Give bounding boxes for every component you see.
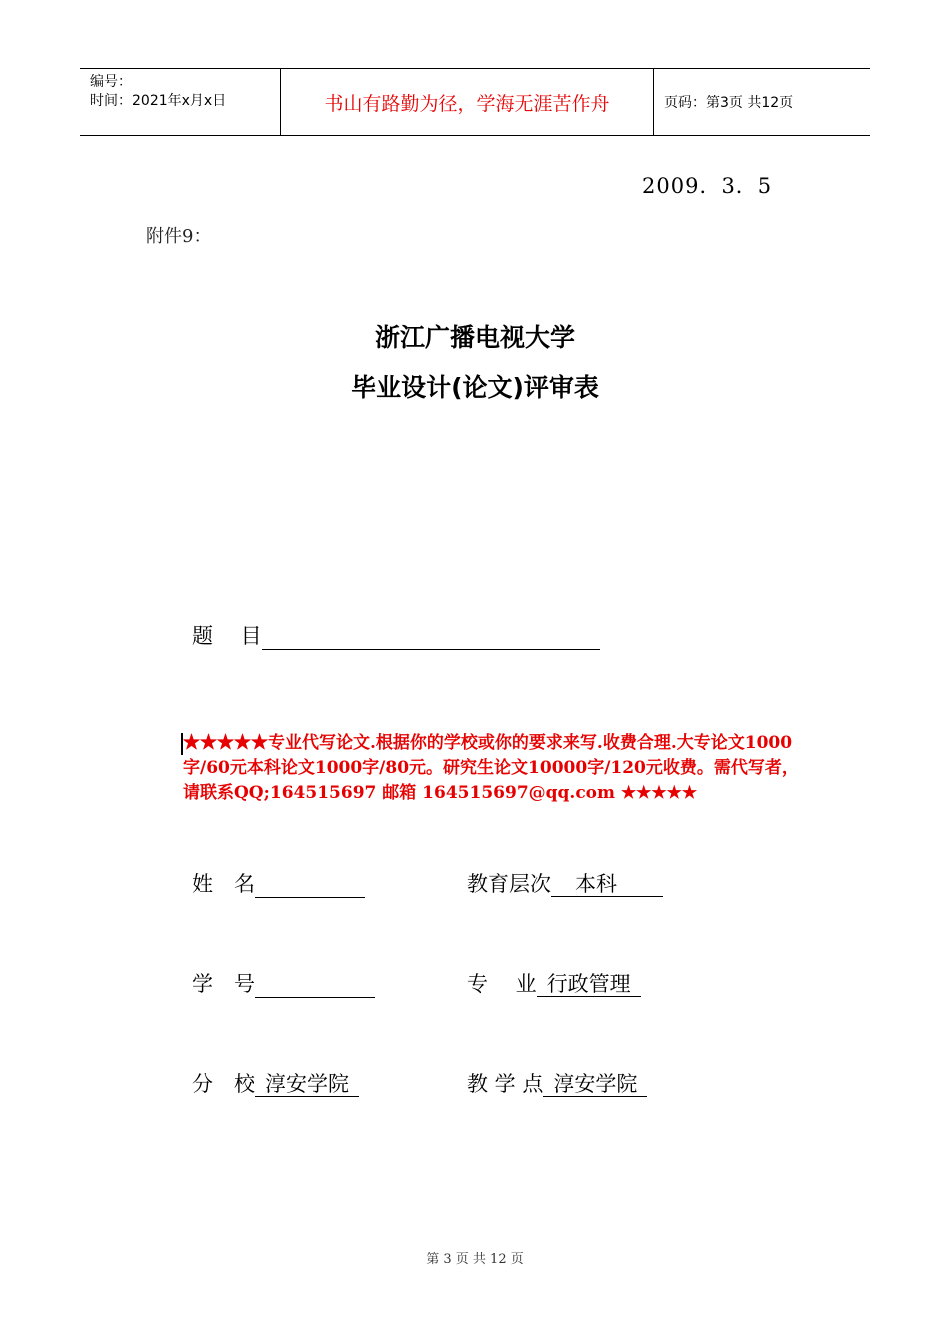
teaching-point-value[interactable]: 淳安学院 bbox=[543, 1072, 647, 1097]
header-meta bbox=[80, 69, 281, 135]
major-field bbox=[467, 968, 641, 998]
header-time: 时间：2021年x月x日 bbox=[90, 93, 227, 109]
page-header bbox=[80, 68, 870, 136]
topic-label: 题 目 bbox=[192, 624, 262, 648]
level-label: 教育层次 bbox=[467, 872, 551, 896]
attachment-label: 附件9： bbox=[146, 226, 212, 247]
level-field bbox=[467, 868, 663, 898]
stars-icon: ★★★★★ bbox=[183, 733, 268, 753]
student-id-field bbox=[192, 968, 375, 998]
header-motto: 书山有路勤为径，学海无涯苦作舟 bbox=[281, 69, 654, 135]
page-footer: 第 3 页 共 12 页 bbox=[426, 1252, 524, 1267]
name-label: 姓 名 bbox=[192, 872, 255, 896]
name-field bbox=[192, 868, 365, 898]
branch-field bbox=[192, 1068, 359, 1098]
student-id-label: 学 号 bbox=[192, 972, 255, 996]
name-blank[interactable] bbox=[255, 873, 365, 898]
branch-label: 分 校 bbox=[192, 1072, 255, 1096]
document-date: 2009．3．5 bbox=[642, 174, 773, 198]
topic-blank[interactable] bbox=[262, 625, 600, 650]
header-page-info: 页码：第3页 共12页 bbox=[664, 95, 794, 111]
branch-value[interactable]: 淳安学院 bbox=[255, 1072, 359, 1097]
stars-icon: ★★★★★ bbox=[620, 783, 698, 803]
header-serial: 编号： bbox=[90, 74, 132, 90]
major-value[interactable]: 行政管理 bbox=[537, 972, 641, 997]
level-value[interactable]: 本科 bbox=[551, 872, 663, 897]
teaching-point-label: 教 学 点 bbox=[467, 1072, 544, 1096]
topic-field bbox=[192, 620, 600, 650]
university-title: 浙江广播电视大学 bbox=[374, 323, 575, 352]
form-title: 毕业设计(论文)评审表 bbox=[351, 373, 599, 402]
ad-text: 专业代写论文.根据你的学校或你的要求来写.收费合理.大专论文1000字/60元本科论文1000字/80元。研究生论文10000字/120元收费。需代写者，请联系QQ;164515697 邮箱 164515697@qq.com bbox=[183, 733, 799, 803]
teaching-point-field bbox=[467, 1068, 647, 1098]
student-id-blank[interactable] bbox=[255, 973, 375, 998]
major-label: 专 业 bbox=[467, 972, 537, 996]
ad-block bbox=[183, 731, 803, 806]
